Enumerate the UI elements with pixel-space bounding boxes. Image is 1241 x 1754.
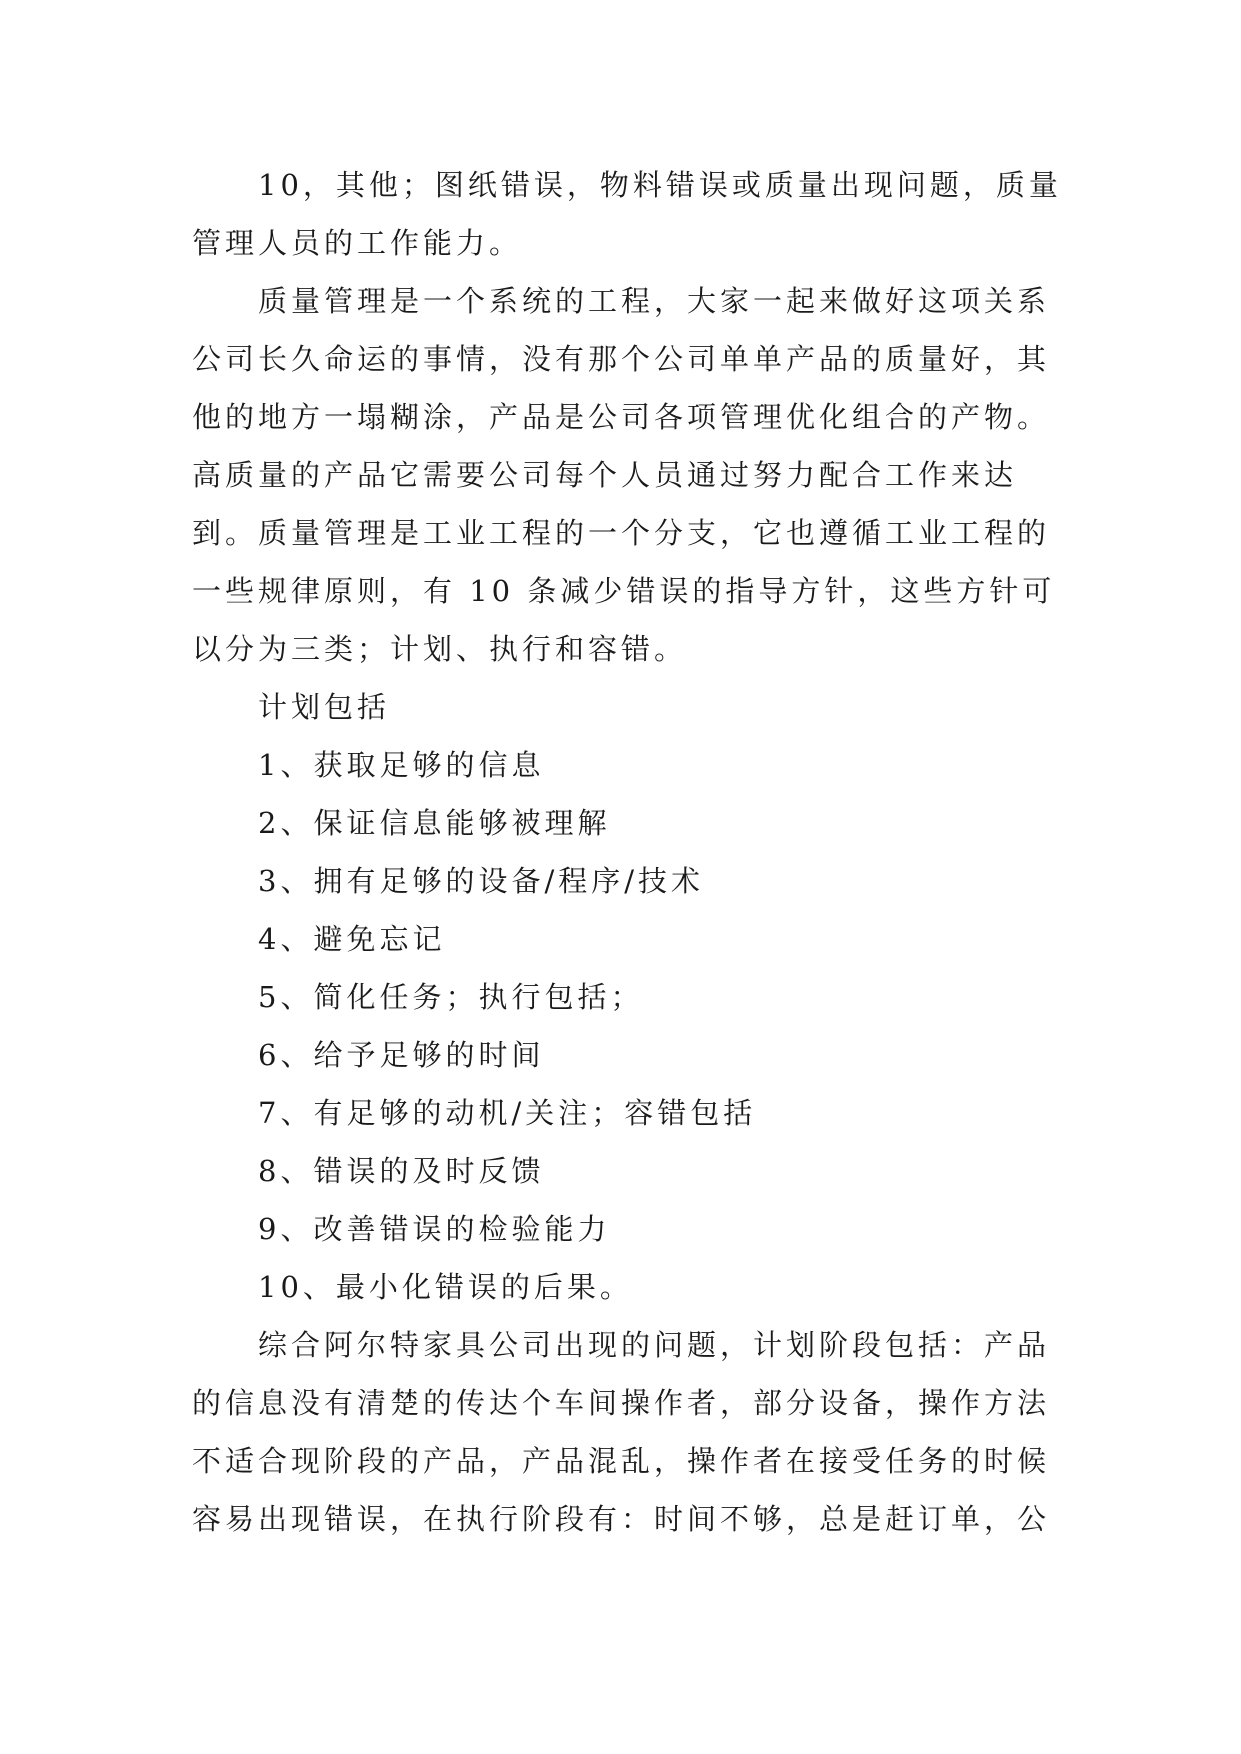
text-line: 公司长久命运的事情，没有那个公司单单产品的质量好，其 bbox=[192, 342, 1051, 376]
list-item: 5、简化任务；执行包括； bbox=[258, 980, 644, 1014]
paragraph-quality-management bbox=[192, 272, 1056, 678]
text-line: 高质量的产品它需要公司每个人员通过努力配合工作来达 bbox=[192, 458, 1018, 492]
text-line: 管理人员的工作能力。 bbox=[192, 226, 523, 260]
guideline-list bbox=[192, 736, 1052, 1316]
list-item: 4、避免忘记 bbox=[258, 922, 446, 956]
text-line: 10，其他；图纸错误，物料错误或质量出现问题，质量 bbox=[258, 168, 1062, 202]
list-item: 3、拥有足够的设备/程序/技术 bbox=[258, 864, 704, 898]
document-body bbox=[192, 156, 1062, 1548]
text-line: 一些规律原则，有 10 条减少错误的指导方针，这些方针可 bbox=[192, 574, 1056, 608]
text-line: 他的地方一塌糊涂，产品是公司各项管理优化组合的产物。 bbox=[192, 400, 1051, 434]
list-item: 7、有足够的动机/关注；容错包括 bbox=[258, 1096, 757, 1130]
text-line: 的信息没有清楚的传达个车间操作者，部分设备，操作方法 bbox=[192, 1386, 1051, 1420]
plan-heading: 计划包括 bbox=[258, 690, 391, 724]
list-item: 8、错误的及时反馈 bbox=[258, 1154, 545, 1188]
paragraph-company-analysis bbox=[192, 1316, 1052, 1548]
text-line: 以分为三类；计划、执行和容错。 bbox=[192, 632, 688, 666]
text-line: 质量管理是一个系统的工程，大家一起来做好这项关系 bbox=[258, 284, 1051, 318]
paragraph-quality-issues bbox=[192, 156, 1062, 272]
list-item: 2、保证信息能够被理解 bbox=[258, 806, 611, 840]
text-line: 综合阿尔特家具公司出现的问题，计划阶段包括：产品 bbox=[258, 1328, 1051, 1362]
list-item: 10、最小化错误的后果。 bbox=[258, 1270, 633, 1304]
list-item: 9、改善错误的检验能力 bbox=[258, 1212, 611, 1246]
text-line: 不适合现阶段的产品，产品混乱，操作者在接受任务的时候 bbox=[192, 1444, 1051, 1478]
list-item: 1、获取足够的信息 bbox=[258, 748, 545, 782]
text-line: 到。质量管理是工业工程的一个分支，它也遵循工业工程的 bbox=[192, 516, 1051, 550]
list-item: 6、给予足够的时间 bbox=[258, 1038, 545, 1072]
text-line: 容易出现错误，在执行阶段有：时间不够，总是赶订单，公 bbox=[192, 1502, 1051, 1536]
